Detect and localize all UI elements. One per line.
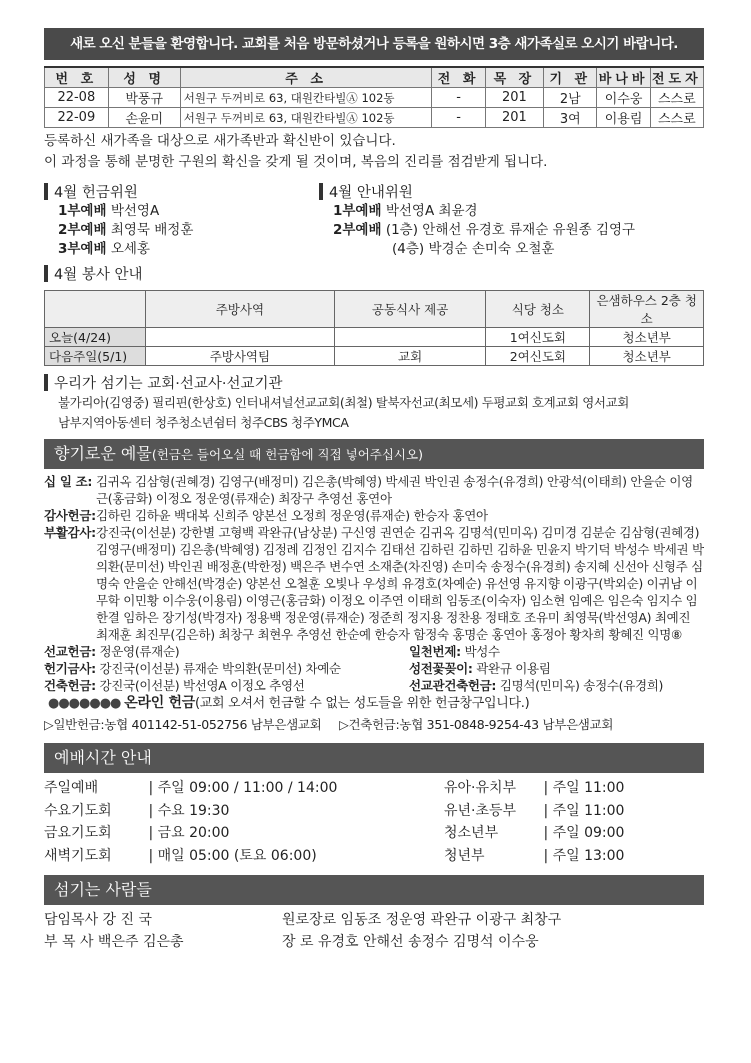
- offering-value: 박성수: [464, 644, 500, 659]
- cell: 1여신도회: [486, 328, 590, 347]
- col-header: 번 호: [45, 67, 109, 88]
- staff-row: 장 로 유경호 안해선 송정수 김명석 이수웅: [282, 934, 539, 950]
- heading-bar: [44, 183, 48, 200]
- cell: 교회: [334, 347, 485, 366]
- col-header: 기 관: [544, 67, 597, 88]
- cell: [145, 328, 334, 347]
- table-row: [45, 88, 704, 108]
- staff-row: 원로장로 임동조 정운영 곽완규 이광구 최창구: [282, 912, 562, 928]
- worship-row: [444, 777, 704, 800]
- worship-row: [44, 822, 444, 845]
- cell: 스스로: [650, 108, 703, 128]
- service-header-row: [45, 291, 704, 328]
- cell: 박풍규: [108, 88, 180, 108]
- col-header: 공동식사 제공: [334, 291, 485, 328]
- newcomers-header-row: [45, 67, 704, 88]
- offering-value: 강진국(이선분) 박선영A 이정오 추영선: [99, 678, 305, 693]
- cell: 이수웅: [597, 88, 650, 108]
- heading-bar: [44, 374, 48, 391]
- row-key: 1부예배: [58, 203, 107, 219]
- staff-title: 섬기는 사람들: [54, 880, 152, 899]
- section-heading: [44, 263, 704, 284]
- heading-text: 4월 안내위원: [329, 185, 413, 201]
- section-heading: [44, 372, 704, 393]
- worship-time: | 매일 05:00 (토요 06:00): [148, 847, 317, 864]
- worship-key: 주일예배: [44, 780, 99, 796]
- note-line: 이 과정을 통해 분명한 구원의 확신을 갖게 될 것이며, 복음의 진리를 점검받게 됩니다.: [44, 154, 548, 170]
- heading-text: 4월 봉사 안내: [54, 267, 143, 283]
- cell: 다음주일(5/1): [45, 347, 146, 366]
- row-value: 박선영A 최윤경: [385, 203, 478, 219]
- row-value: 박선영A: [110, 203, 160, 219]
- worship-header: [44, 743, 704, 773]
- cell: 손윤미: [108, 108, 180, 128]
- table-row: [45, 328, 704, 347]
- row-value: 최영묵 배정훈: [110, 222, 194, 238]
- committee-row: [319, 240, 704, 259]
- service-table: [44, 290, 704, 366]
- worship-time: | 주일 11:00: [543, 780, 625, 796]
- cell: 스스로: [650, 88, 703, 108]
- newcomers-table: [44, 66, 704, 128]
- col-header: 목 장: [485, 67, 543, 88]
- worship-row: [44, 845, 444, 868]
- cell: 22-09: [45, 108, 109, 128]
- col-header: 성 명: [108, 67, 180, 88]
- cell: 청소년부: [590, 347, 704, 366]
- cell: -: [432, 108, 485, 128]
- offering-value: 강진국(이선분) 류재순 박의환(문미선) 차예순: [99, 661, 341, 676]
- table-row: [45, 108, 704, 128]
- online-note: (교회 오셔서 헌금할 수 없는 성도들을 위한 헌금창구입니다.): [194, 696, 530, 711]
- offering-row: [409, 660, 663, 677]
- cell: 2여신도회: [486, 347, 590, 366]
- offering-value: 김하린 김하윤 백대복 신희주 양본선 오정희 정운영(류재순) 한승자 홍연아: [96, 508, 488, 523]
- cell: [334, 328, 485, 347]
- row-value: (1층) 안해선 유경호 류재순 유원종 김영구: [385, 222, 636, 238]
- offering-value: 곽완규 이용림: [476, 661, 551, 676]
- offering-key: 부활감사:: [44, 525, 96, 540]
- worship-key: 새벽기도회: [44, 847, 112, 864]
- dots-icon: ●●●●●●●: [48, 696, 121, 711]
- offering-value: 강진국(이선분) 강한별 고형백 곽완규(남상분) 구신영 권연순 김귀옥 김명석(민미옥) 김미경 김분순 김삼형(권혜경) 김영구(배정미) 김은총(박혜영) 김정례 김정인 김지수 김태선 김하린 김하민 김하윤 민윤지 박기덕 박성수 박세권 박의환(문미선) 박인권 배정훈(박한정) 백은주 변수연 소재춘(차진영) 손미숙 송정수(유경희) 송지혜 신선아 신형주 심명숙 안을순 안해선(박경순) 양본선 오철훈 오빛나 우성희 유경호(차예순) 유선영 유지향 이광구(박외순) 이귀남 이무학 이민황 이수웅(이용림) 이영근(홍금화) 이정오 이주연 이태희 임동조(이숙자) 임소현 임예은 임은숙 임지수 임한결 임하은 장기성(박경자) 정용백 정운영(류재순) 정준희 정지용 정찬용 정태호 조유미 최영묵(박선영A) 최예진 최재훈 최진무(김은하) 최창구 최현우 추영선 한순예 한승자 함정숙 홍명순 홍연아 홍정아 황차희 황혜진 익명⑧: [96, 525, 704, 642]
- staff-row: 담임목사 강 진 국: [44, 912, 153, 928]
- note-line: 등록하신 새가족을 대상으로 새가족반과 확신반이 있습니다.: [44, 133, 396, 149]
- offering-key: 선교관건축헌금:: [409, 678, 497, 693]
- worship-time: | 수요 19:30: [148, 802, 230, 819]
- offering-key: 성전꽃꽂이:: [409, 661, 473, 676]
- col-header: 바나바: [597, 67, 650, 88]
- offering-row: [409, 643, 663, 660]
- cell: 201: [485, 88, 543, 108]
- worship-key: 유년·초등부: [444, 802, 517, 819]
- col-header: 전 화: [432, 67, 485, 88]
- cell: 서원구 두꺼비로 63, 대원칸타빌Ⓐ 102동: [180, 108, 432, 128]
- table-row: [45, 347, 704, 366]
- section-heading: [44, 181, 319, 202]
- online-offering: [44, 694, 704, 713]
- offering-key: 선교헌금:: [44, 644, 96, 659]
- offering-value: 김명석(민미옥) 송정수(유경희): [499, 678, 664, 693]
- offering-row: [44, 507, 704, 524]
- heading-text: 우리가 섬기는 교회·선교사·선교기관: [54, 376, 283, 392]
- offering-row: [44, 643, 409, 660]
- heading-bar: [319, 183, 323, 200]
- cell: 2남: [544, 88, 597, 108]
- col-header: [45, 291, 146, 328]
- col-header: 식당 청소: [486, 291, 590, 328]
- heading-text: 4월 헌금위원: [54, 185, 138, 201]
- cell: 청소년부: [590, 328, 704, 347]
- worship-key: 청년부: [444, 847, 485, 864]
- online-title: 온라인 헌금: [124, 695, 195, 711]
- committee-row: [319, 202, 704, 221]
- committee-row: [319, 221, 704, 240]
- general-account: ▷일반헌금:농협 401142-51-052756 남부은샘교회: [44, 717, 322, 732]
- offering-row: [44, 473, 704, 507]
- worship-time: | 주일 13:00: [543, 847, 625, 864]
- worship-title: 예배시간 안내: [54, 748, 152, 767]
- offering-row: [44, 660, 409, 677]
- welcome-banner: 새로 오신 분들을 환영합니다. 교회를 처음 방문하셨거나 등록을 원하시면 3층 새가족실로 오시기 바랍니다.: [44, 28, 704, 60]
- col-header: 은샘하우스 2층 청소: [590, 291, 704, 328]
- building-account: ▷건축헌금:농협 351-0848-9254-43 남부은샘교회: [339, 717, 614, 732]
- row-key: 2부예배: [333, 222, 382, 238]
- committee-row: [44, 221, 319, 240]
- cell: -: [432, 88, 485, 108]
- offering-value: 김귀옥 김삼형(권혜경) 김영구(배정미) 김은총(박혜영) 박세권 박인권 송정수(유경희) 안광석(이태희) 안을순 이영근(홍금화) 이정오 정운영(류재순) 최장구 추영선 홍연아: [96, 474, 693, 506]
- cell: 201: [485, 108, 543, 128]
- offerings-header: [44, 439, 704, 469]
- worship-key: 수요기도회: [44, 802, 112, 819]
- cell: 서원구 두꺼비로 63, 대원칸타빌Ⓐ 102동: [180, 88, 432, 108]
- worship-row: [444, 845, 704, 868]
- worship-time: | 주일 09:00: [543, 825, 625, 841]
- worship-row: [44, 800, 444, 823]
- row-key: 2부예배: [58, 222, 107, 238]
- cell: 오늘(4/24): [45, 328, 146, 347]
- missions-line: 남부지역아동센터 청주청소년쉼터 청주CBS 청주YMCA: [58, 415, 349, 430]
- worship-row: [444, 822, 704, 845]
- missions-line: 불가리아(김영중) 필리핀(한상호) 인터내셔널선교교회(최철) 탈북자선교(최모세) 두평교회 호계교회 영서교회: [58, 395, 629, 410]
- worship-time: | 주일 11:00: [543, 802, 625, 819]
- cell: 3여: [544, 108, 597, 128]
- section-heading: [319, 181, 704, 202]
- offering-key: 일천번제:: [409, 644, 461, 659]
- heading-bar: [44, 265, 48, 282]
- committee-row: [44, 202, 319, 221]
- offering-key: 십 일 조:: [44, 474, 93, 489]
- cell: 22-08: [45, 88, 109, 108]
- cell: 이용림: [597, 108, 650, 128]
- worship-time: | 주일 09:00 / 11:00 / 14:00: [148, 780, 338, 796]
- worship-key: 청소년부: [444, 825, 499, 841]
- col-header: 주방사역: [145, 291, 334, 328]
- worship-key: 유아·유치부: [444, 780, 517, 796]
- offering-key: 감사헌금:: [44, 508, 96, 523]
- worship-row: [444, 800, 704, 823]
- cell: 주방사역팀: [145, 347, 334, 366]
- row-value: (4층) 박경순 손미숙 오철훈: [392, 241, 555, 257]
- offering-key: 건축헌금:: [44, 678, 96, 693]
- staff-row: 부 목 사 백은주 김은총: [44, 934, 184, 950]
- worship-row: [44, 777, 444, 800]
- committee-row: [44, 240, 319, 259]
- offering-row: [44, 677, 409, 694]
- offering-row: [44, 524, 704, 643]
- worship-key: 금요기도회: [44, 825, 112, 841]
- offerings-title: 향기로운 예물: [54, 444, 152, 463]
- row-key: 1부예배: [333, 203, 382, 219]
- row-key: 3부예배: [58, 241, 107, 257]
- row-value: 오세홍: [110, 241, 150, 257]
- offering-value: 정운영(류재순): [99, 644, 180, 659]
- offerings-subtitle: (헌금은 들어오실 때 헌금함에 직접 넣어주십시오): [151, 447, 423, 462]
- staff-header: [44, 875, 704, 905]
- col-header: 전도자: [650, 67, 703, 88]
- col-header: 주 소: [180, 67, 432, 88]
- offering-key: 헌기금사:: [44, 661, 96, 676]
- worship-time: | 금요 20:00: [148, 825, 230, 841]
- offering-row: [409, 677, 663, 694]
